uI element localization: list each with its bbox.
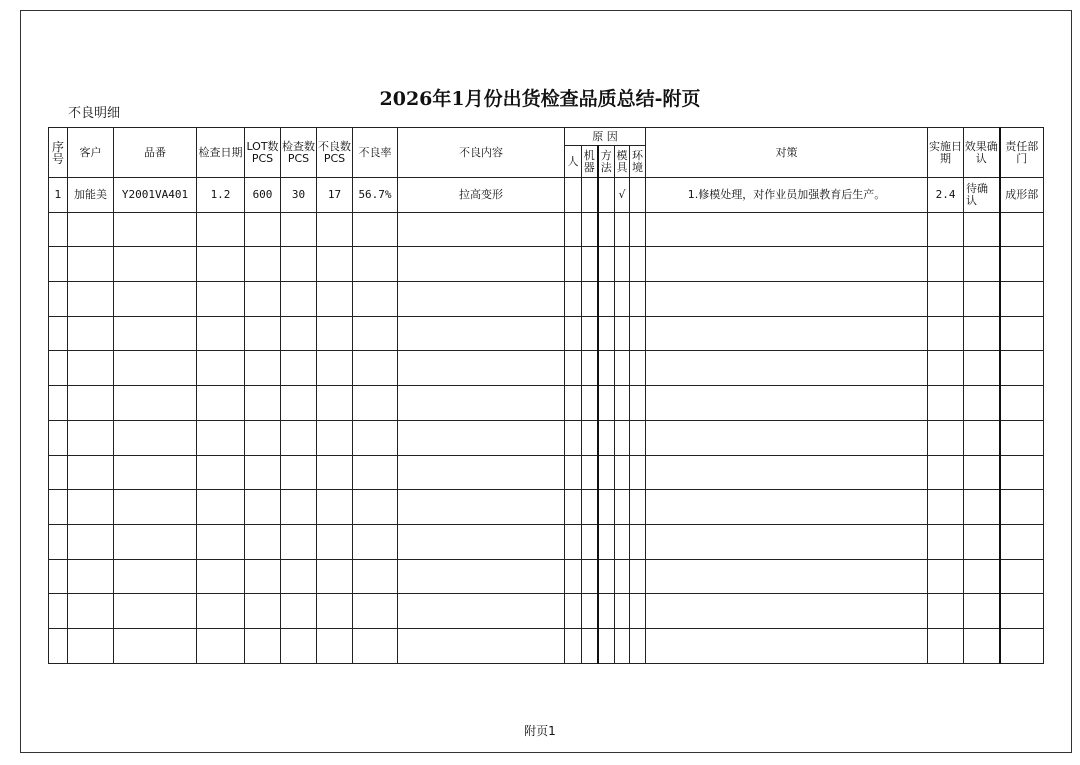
empty-cell xyxy=(398,282,565,317)
empty-cell xyxy=(49,594,68,629)
empty-cell xyxy=(353,212,398,247)
empty-cell xyxy=(49,420,68,455)
empty-cell xyxy=(281,212,317,247)
empty-cell xyxy=(928,559,964,594)
cell-lot-qty: 600 xyxy=(245,178,281,213)
empty-cell xyxy=(582,420,598,455)
empty-cell xyxy=(245,455,281,490)
header-cause-person: 人 xyxy=(565,146,582,178)
empty-cell xyxy=(1000,559,1044,594)
empty-cell xyxy=(646,628,928,663)
empty-cell xyxy=(353,594,398,629)
empty-cell xyxy=(598,628,615,663)
empty-cell xyxy=(565,386,582,421)
table-row xyxy=(49,524,1044,559)
empty-cell xyxy=(281,420,317,455)
empty-cell xyxy=(398,559,565,594)
empty-cell xyxy=(630,351,646,386)
header-defect-qty: 不良数PCS xyxy=(317,128,353,178)
empty-cell xyxy=(317,628,353,663)
empty-cell xyxy=(1000,212,1044,247)
empty-cell xyxy=(964,559,1000,594)
empty-cell xyxy=(928,594,964,629)
empty-cell xyxy=(565,351,582,386)
empty-cell xyxy=(565,490,582,525)
empty-cell xyxy=(964,594,1000,629)
empty-cell xyxy=(615,628,630,663)
empty-cell xyxy=(245,420,281,455)
empty-cell xyxy=(245,247,281,282)
empty-cell xyxy=(565,455,582,490)
empty-cell xyxy=(49,212,68,247)
empty-cell xyxy=(582,559,598,594)
empty-cell xyxy=(68,594,114,629)
empty-cell xyxy=(114,490,197,525)
empty-cell xyxy=(565,316,582,351)
empty-cell xyxy=(928,212,964,247)
empty-cell xyxy=(928,455,964,490)
empty-cell xyxy=(615,386,630,421)
empty-cell xyxy=(245,559,281,594)
empty-cell xyxy=(964,247,1000,282)
empty-cell xyxy=(317,316,353,351)
header-resp-dept: 责任部门 xyxy=(1000,128,1044,178)
empty-cell xyxy=(565,420,582,455)
empty-cell xyxy=(1000,420,1044,455)
empty-cell xyxy=(598,594,615,629)
empty-cell xyxy=(1000,316,1044,351)
empty-cell xyxy=(582,316,598,351)
empty-cell xyxy=(197,490,245,525)
empty-cell xyxy=(964,420,1000,455)
cell-impl-date: 2.4 xyxy=(928,178,964,213)
page-footer: 附页1 xyxy=(524,724,556,738)
empty-cell xyxy=(630,282,646,317)
empty-cell xyxy=(630,420,646,455)
empty-cell xyxy=(281,594,317,629)
empty-cell xyxy=(49,247,68,282)
table-row xyxy=(49,628,1044,663)
empty-cell xyxy=(630,316,646,351)
empty-cell xyxy=(565,559,582,594)
header-defect-rate: 不良率 xyxy=(353,128,398,178)
empty-cell xyxy=(964,351,1000,386)
empty-cell xyxy=(353,282,398,317)
header-inspect-qty: 检查数PCS xyxy=(281,128,317,178)
empty-cell xyxy=(49,490,68,525)
empty-cell xyxy=(1000,594,1044,629)
empty-cell xyxy=(197,628,245,663)
header-lot-qty: LOT数PCS xyxy=(245,128,281,178)
empty-cell xyxy=(630,247,646,282)
empty-cell xyxy=(68,282,114,317)
empty-cell xyxy=(197,559,245,594)
empty-cell xyxy=(1000,351,1044,386)
table-row xyxy=(49,420,1044,455)
header-customer: 客户 xyxy=(68,128,114,178)
empty-cell xyxy=(565,594,582,629)
empty-cell xyxy=(197,386,245,421)
empty-cell xyxy=(398,351,565,386)
empty-cell xyxy=(615,351,630,386)
empty-cell xyxy=(281,455,317,490)
empty-cell xyxy=(565,524,582,559)
header-cause-method: 方法 xyxy=(598,146,615,178)
empty-cell xyxy=(353,247,398,282)
cell-effect-confirm: 待确认 xyxy=(964,178,1000,213)
empty-cell xyxy=(49,559,68,594)
empty-cell xyxy=(964,524,1000,559)
empty-cell xyxy=(646,316,928,351)
empty-cell xyxy=(317,490,353,525)
empty-cell xyxy=(353,559,398,594)
empty-cell xyxy=(245,282,281,317)
empty-cell xyxy=(615,524,630,559)
empty-cell xyxy=(281,282,317,317)
empty-cell xyxy=(646,490,928,525)
empty-cell xyxy=(317,282,353,317)
empty-cell xyxy=(317,212,353,247)
empty-cell xyxy=(114,594,197,629)
empty-cell xyxy=(964,386,1000,421)
empty-cell xyxy=(114,386,197,421)
empty-cell xyxy=(598,386,615,421)
cell-seq: 1 xyxy=(49,178,68,213)
table-row xyxy=(49,386,1044,421)
header-impl-date: 实施日期 xyxy=(928,128,964,178)
empty-cell xyxy=(964,316,1000,351)
table-row xyxy=(49,455,1044,490)
cell-defect-rate: 56.7% xyxy=(353,178,398,213)
empty-cell xyxy=(615,212,630,247)
empty-cell xyxy=(353,490,398,525)
empty-cell xyxy=(646,247,928,282)
empty-cell xyxy=(964,212,1000,247)
empty-cell xyxy=(598,524,615,559)
empty-cell xyxy=(281,351,317,386)
empty-cell xyxy=(398,455,565,490)
empty-cell xyxy=(598,212,615,247)
empty-cell xyxy=(1000,247,1044,282)
empty-cell xyxy=(68,212,114,247)
empty-cell xyxy=(197,351,245,386)
empty-cell xyxy=(114,628,197,663)
empty-cell xyxy=(49,455,68,490)
empty-cell xyxy=(68,351,114,386)
empty-cell xyxy=(68,386,114,421)
empty-cell xyxy=(646,386,928,421)
cell-cause-method xyxy=(598,178,615,213)
empty-cell xyxy=(68,455,114,490)
empty-cell xyxy=(928,316,964,351)
empty-cell xyxy=(646,594,928,629)
empty-cell xyxy=(353,351,398,386)
empty-cell xyxy=(598,420,615,455)
empty-cell xyxy=(245,212,281,247)
section-subtitle: 不良明细 xyxy=(68,106,121,121)
empty-cell xyxy=(398,594,565,629)
empty-cell xyxy=(928,282,964,317)
empty-cell xyxy=(68,420,114,455)
empty-cell xyxy=(353,455,398,490)
empty-cell xyxy=(582,524,598,559)
empty-cell xyxy=(114,212,197,247)
empty-cell xyxy=(646,282,928,317)
table-row xyxy=(49,178,1044,213)
table-row xyxy=(49,351,1044,386)
empty-cell xyxy=(281,490,317,525)
empty-cell xyxy=(565,247,582,282)
empty-cell xyxy=(615,559,630,594)
cell-inspect-date: 1.2 xyxy=(197,178,245,213)
empty-cell xyxy=(598,282,615,317)
empty-cell xyxy=(646,559,928,594)
table-row xyxy=(49,247,1044,282)
empty-cell xyxy=(245,490,281,525)
empty-cell xyxy=(68,524,114,559)
empty-cell xyxy=(630,559,646,594)
empty-cell xyxy=(1000,524,1044,559)
empty-cell xyxy=(68,247,114,282)
empty-cell xyxy=(353,386,398,421)
empty-cell xyxy=(197,212,245,247)
empty-cell xyxy=(598,455,615,490)
empty-cell xyxy=(398,628,565,663)
empty-cell xyxy=(964,282,1000,317)
empty-cell xyxy=(245,524,281,559)
cell-resp-dept: 成形部 xyxy=(1000,178,1044,213)
empty-cell xyxy=(398,524,565,559)
empty-cell xyxy=(49,316,68,351)
cell-inspect-qty: 30 xyxy=(281,178,317,213)
cell-cause-machine xyxy=(582,178,598,213)
empty-cell xyxy=(646,455,928,490)
empty-cell xyxy=(49,351,68,386)
empty-cell xyxy=(582,386,598,421)
table-row xyxy=(49,282,1044,317)
empty-cell xyxy=(582,351,598,386)
empty-cell xyxy=(353,420,398,455)
page-title: 2026年1月份出货检查品质总结-附页 xyxy=(379,88,701,110)
empty-cell xyxy=(1000,455,1044,490)
header-effect-confirm: 效果确认 xyxy=(964,128,1000,178)
empty-cell xyxy=(565,212,582,247)
header-cause: 原 因 xyxy=(565,128,646,146)
empty-cell xyxy=(68,490,114,525)
empty-cell xyxy=(630,594,646,629)
empty-cell xyxy=(114,559,197,594)
empty-cell xyxy=(615,455,630,490)
cell-defect-qty: 17 xyxy=(317,178,353,213)
empty-cell xyxy=(928,490,964,525)
empty-cell xyxy=(598,247,615,282)
header-inspect-date: 检查日期 xyxy=(197,128,245,178)
table-row xyxy=(49,490,1044,525)
empty-cell xyxy=(245,351,281,386)
defect-table xyxy=(48,127,1044,664)
empty-cell xyxy=(615,282,630,317)
empty-cell xyxy=(964,455,1000,490)
empty-cell xyxy=(630,524,646,559)
empty-cell xyxy=(630,628,646,663)
empty-cell xyxy=(317,247,353,282)
empty-cell xyxy=(582,594,598,629)
empty-cell xyxy=(49,282,68,317)
table-row xyxy=(49,212,1044,247)
empty-cell xyxy=(630,386,646,421)
empty-cell xyxy=(281,247,317,282)
cell-cause-env xyxy=(630,178,646,213)
empty-cell xyxy=(598,351,615,386)
table-row xyxy=(49,594,1044,629)
empty-cell xyxy=(197,420,245,455)
empty-cell xyxy=(598,316,615,351)
cell-defect-content: 拉高变形 xyxy=(398,178,565,213)
empty-cell xyxy=(615,594,630,629)
empty-cell xyxy=(630,455,646,490)
empty-cell xyxy=(398,490,565,525)
cell-part-no: Y2001VA401 xyxy=(114,178,197,213)
empty-cell xyxy=(281,628,317,663)
empty-cell xyxy=(317,594,353,629)
empty-cell xyxy=(928,524,964,559)
empty-cell xyxy=(281,316,317,351)
empty-cell xyxy=(646,212,928,247)
empty-cell xyxy=(1000,282,1044,317)
empty-cell xyxy=(353,628,398,663)
empty-cell xyxy=(598,559,615,594)
empty-cell xyxy=(197,247,245,282)
empty-cell xyxy=(317,559,353,594)
empty-cell xyxy=(615,490,630,525)
empty-cell xyxy=(114,524,197,559)
empty-cell xyxy=(114,282,197,317)
header-defect-content: 不良内容 xyxy=(398,128,565,178)
empty-cell xyxy=(281,386,317,421)
empty-cell xyxy=(197,316,245,351)
header-cause-machine: 机器 xyxy=(582,146,598,178)
empty-cell xyxy=(245,628,281,663)
empty-cell xyxy=(1000,490,1044,525)
empty-cell xyxy=(398,316,565,351)
empty-cell xyxy=(197,594,245,629)
empty-cell xyxy=(398,212,565,247)
empty-cell xyxy=(68,628,114,663)
empty-cell xyxy=(928,386,964,421)
empty-cell xyxy=(1000,386,1044,421)
empty-cell xyxy=(565,628,582,663)
empty-cell xyxy=(615,316,630,351)
empty-cell xyxy=(630,212,646,247)
empty-cell xyxy=(317,524,353,559)
empty-cell xyxy=(615,247,630,282)
header-seq: 序号 xyxy=(49,128,68,178)
cell-countermeasure: 1.修模处理，对作业员加强教育后生产。 xyxy=(646,178,928,213)
empty-cell xyxy=(398,247,565,282)
empty-cell xyxy=(245,316,281,351)
empty-cell xyxy=(615,420,630,455)
table-row xyxy=(49,316,1044,351)
empty-cell xyxy=(245,386,281,421)
empty-cell xyxy=(565,282,582,317)
empty-cell xyxy=(928,351,964,386)
header-cause-mold: 模具 xyxy=(615,146,630,178)
empty-cell xyxy=(49,524,68,559)
empty-cell xyxy=(582,455,598,490)
empty-cell xyxy=(114,420,197,455)
empty-cell xyxy=(964,628,1000,663)
empty-cell xyxy=(646,351,928,386)
empty-cell xyxy=(964,490,1000,525)
empty-cell xyxy=(114,247,197,282)
empty-cell xyxy=(582,490,598,525)
empty-cell xyxy=(928,247,964,282)
empty-cell xyxy=(582,212,598,247)
cell-cause-person xyxy=(565,178,582,213)
header-countermeasure: 对策 xyxy=(646,128,928,178)
empty-cell xyxy=(114,351,197,386)
empty-cell xyxy=(630,490,646,525)
empty-cell xyxy=(582,628,598,663)
empty-cell xyxy=(114,455,197,490)
empty-cell xyxy=(114,316,197,351)
empty-cell xyxy=(317,386,353,421)
empty-cell xyxy=(398,386,565,421)
empty-cell xyxy=(398,420,565,455)
empty-cell xyxy=(197,455,245,490)
header-cause-env: 环境 xyxy=(630,146,646,178)
empty-cell xyxy=(317,420,353,455)
empty-cell xyxy=(197,524,245,559)
empty-cell xyxy=(68,559,114,594)
header-row-1 xyxy=(49,128,1044,146)
empty-cell xyxy=(49,386,68,421)
empty-cell xyxy=(1000,628,1044,663)
empty-cell xyxy=(646,524,928,559)
empty-cell xyxy=(928,628,964,663)
empty-cell xyxy=(582,247,598,282)
empty-cell xyxy=(68,316,114,351)
empty-cell xyxy=(197,282,245,317)
empty-cell xyxy=(928,420,964,455)
cell-customer: 加能美 xyxy=(68,178,114,213)
empty-cell xyxy=(598,490,615,525)
empty-cell xyxy=(353,316,398,351)
empty-cell xyxy=(582,282,598,317)
header-part-no: 品番 xyxy=(114,128,197,178)
empty-cell xyxy=(317,351,353,386)
table-row xyxy=(49,559,1044,594)
empty-cell xyxy=(317,455,353,490)
empty-cell xyxy=(281,524,317,559)
empty-cell xyxy=(353,524,398,559)
empty-cell xyxy=(49,628,68,663)
empty-cell xyxy=(646,420,928,455)
cell-cause-mold: √ xyxy=(615,178,630,213)
empty-cell xyxy=(245,594,281,629)
empty-cell xyxy=(281,559,317,594)
